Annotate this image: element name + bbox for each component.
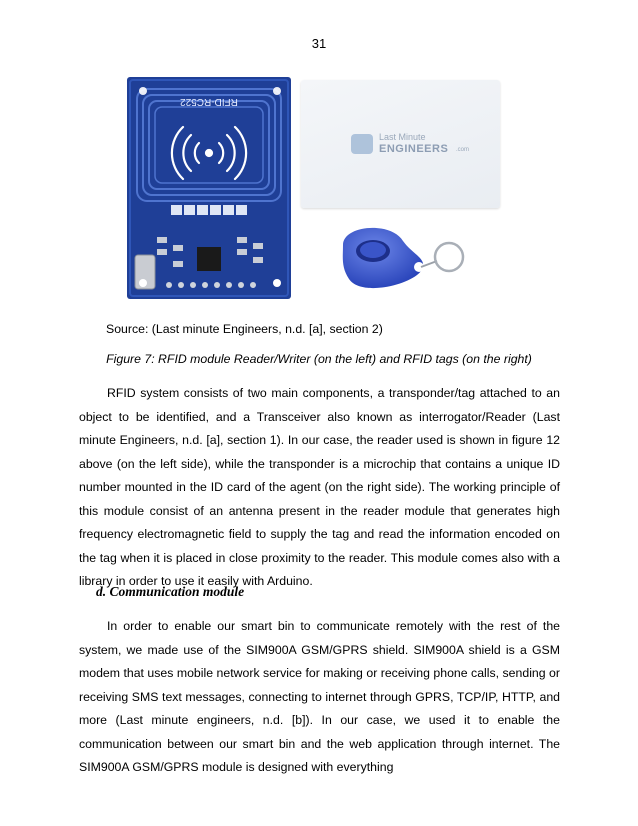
logo-line-1: Last Minute [379,132,426,142]
rfid-reader-board-image [127,77,291,299]
rfid-keyfob-image [321,215,501,305]
board-label: RFID-RC522 [180,96,238,107]
logo-mark-icon [351,134,373,154]
section-heading: d. Communication module [96,584,245,599]
rfid-card-image [301,80,500,208]
card-logo [351,132,481,162]
figure-caption: Figure 7: RFID module Reader/Writer (on the left) and RFID tags (on the right) [106,352,532,366]
paragraph-communication [79,615,560,780]
paragraph-communication-text: In order to enable our smart bin to communicate remotely with the rest of the system, we made use of the SIM900A GSM/GPRS shield. SIM900A shield is a GSM modem that uses mobile network service for making or receiving phone calls, sending or receiving SMS text messages, connecting to internet through GPRS, TCP/IP, HTTP, and more (Last minute engineers, n.d. [b]). In our case, we used it to enable the communication between our smart bin and the web application through internet. The SIM900A GSM/GPRS module is designed with everything [79,619,560,774]
logo-line-2: ENGINEERS [379,143,449,155]
figure-source: Source: (Last minute Engineers, n.d. [a], section 2) [106,322,383,336]
logo-line-3: .com [456,147,470,153]
paragraph-rfid-text: RFID system consists of two main components, a transponder/tag attached to an object to be identified, and a Transceiver also known as interrogator/Reader (Last minute Engineers, n.d. [a], section 1). In our case, the reader used is shown in figure 12 above (on the left side), while the transponder is a microchip that contains a unique ID number mounted in the ID card of the agent (on the right side). The working principle of this module consist of an antenna present in the reader module that generates high frequency electromagnetic field to supply the tag and read the information encoded on the tag when it is placed in close proximity to the reader. This module comes also with a library in order to use it easily with Arduino. [79,386,560,588]
page-number: 31 [311,36,327,51]
paragraph-rfid [79,382,560,594]
